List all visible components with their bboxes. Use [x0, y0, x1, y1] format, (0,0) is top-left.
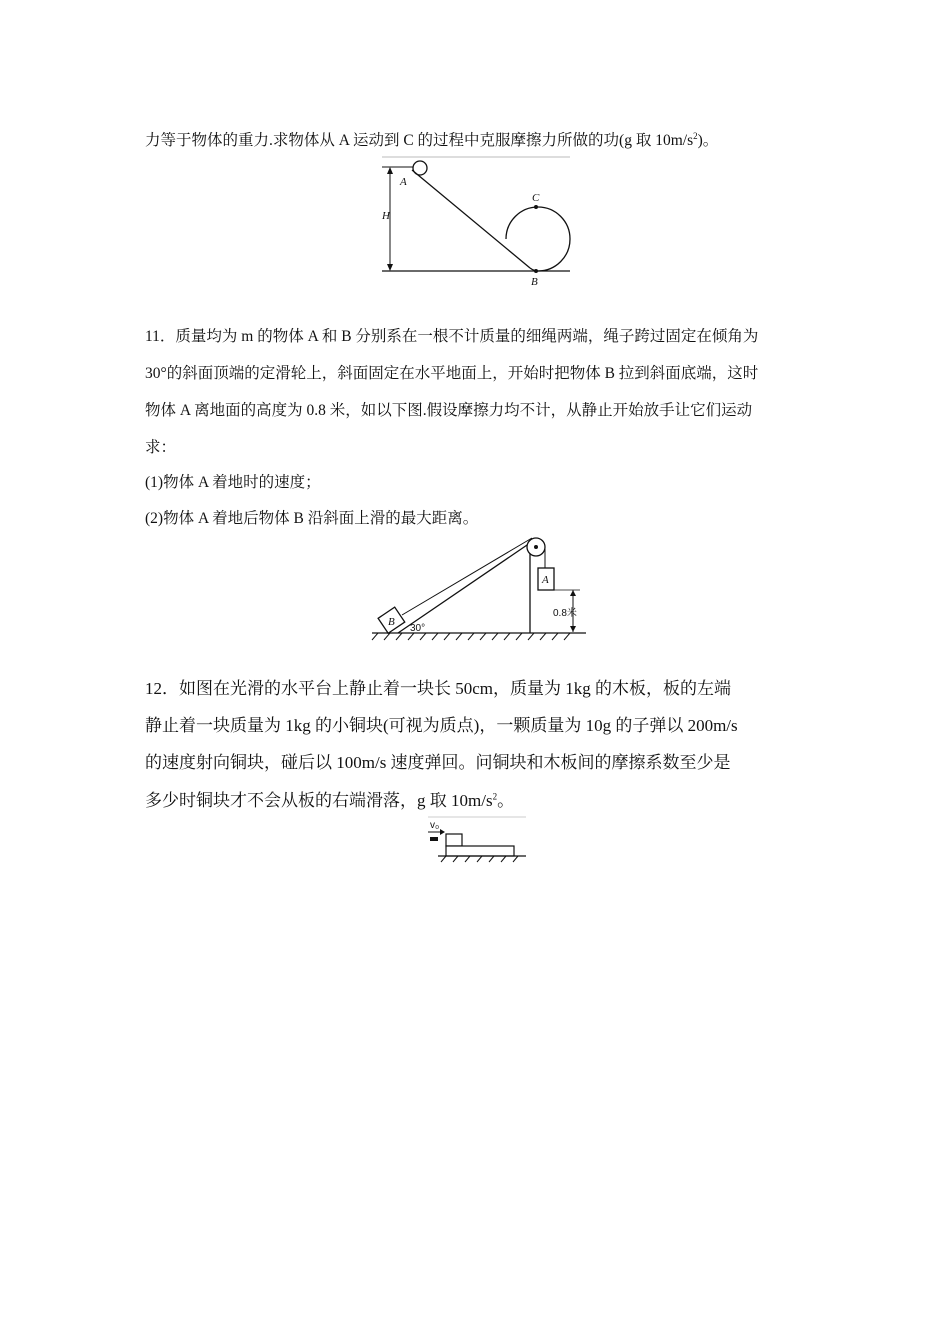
loop-track-figure	[378, 156, 574, 288]
fig2-label-b: B	[388, 616, 395, 628]
fig3-velocity-label: v₀	[430, 820, 440, 831]
q10-sup: 2	[693, 130, 698, 141]
q12-line4-tail: 。	[497, 791, 515, 810]
fig2-height-label: 0.8米	[553, 608, 577, 619]
q10-tail: )。	[697, 132, 719, 149]
q11-part2: (2)物体 A 着地后物体 B 沿斜面上滑的最大距离。	[145, 510, 479, 527]
fig2-angle-label: 30°	[410, 623, 426, 634]
q10-text: 力等于物体的重力.求物体从 A 运动到 C 的过程中克服摩擦力所做的功(g 取 10m/s	[145, 132, 694, 149]
q12-line4-sup: 2	[492, 791, 498, 802]
q12-line2: 静止着一块质量为 1kg 的小铜块(可视为质点)，一颗质量为 10g 的子弹以 200m/s	[145, 716, 738, 735]
q12-line3: 的速度射向铜块，碰后以 100m/s 速度弹回。问铜块和木板间的摩擦系数至少是	[145, 753, 731, 772]
q12-line4-row	[145, 786, 514, 811]
board-block-figure	[424, 816, 530, 870]
q11-part1: (1)物体 A 着地时的速度；	[145, 474, 321, 491]
q11-line4: 求：	[145, 439, 177, 456]
fig1-label-h: H	[382, 210, 390, 222]
incline-pulley-figure	[368, 535, 590, 645]
q12-line4: 多少时铜块才不会从板的右端滑落，g 取 10m/s	[145, 791, 493, 810]
fig1-label-c: C	[532, 192, 540, 204]
q12-line1: 12．如图在光滑的水平台上静止着一块长 50cm，质量为 1kg 的木板，板的左端	[145, 679, 732, 698]
q11-line1: 11．质量均为 m 的物体 A 和 B 分别系在一根不计质量的细绳两端，绳子跨过固定在倾角为	[145, 328, 759, 345]
fig2-label-a: A	[542, 574, 549, 586]
q11-line3: 物体 A 离地面的高度为 0.8 米，如以下图.假设摩擦力均不计，从静止开始放手让它们运动	[145, 402, 753, 419]
fig1-label-a: A	[400, 176, 407, 188]
q10-text-line	[145, 128, 718, 150]
fig1-label-b: B	[531, 276, 538, 288]
q11-line2: 30°的斜面顶端的定滑轮上，斜面固定在水平地面上，开始时把物体 B 拉到斜面底端，这时	[145, 365, 759, 382]
